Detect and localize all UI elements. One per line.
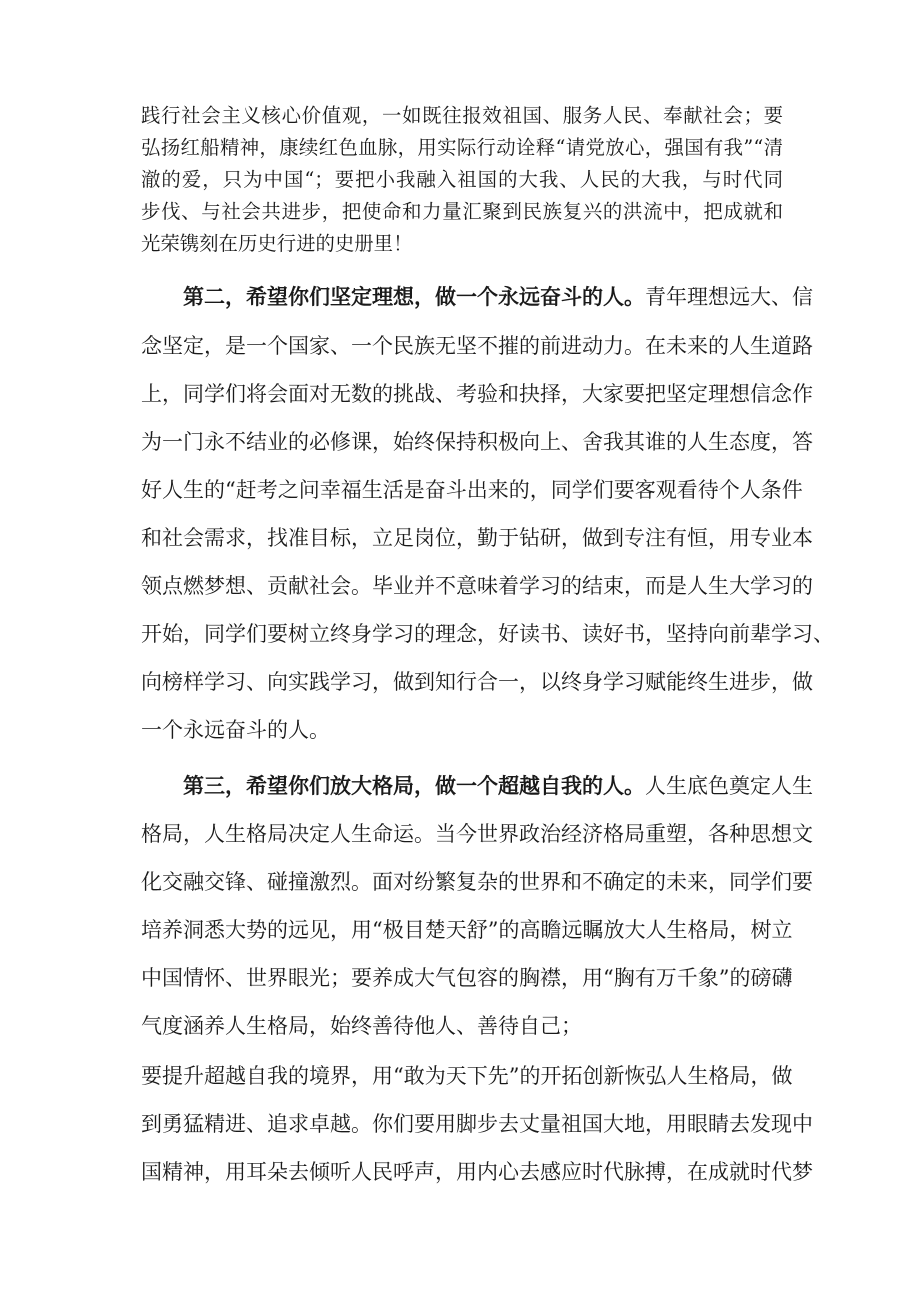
section2-line: 为一门永不结业的必修课，始终保持积极向上、舍我其谁的人生态度，答 [141, 430, 813, 454]
section2-first-line [183, 281, 813, 311]
section2-heading: 第二，希望你们坚定理想，做一个永远奋斗的人。 [183, 284, 645, 309]
section3-first-rest: 人生底色奠定人生 [645, 774, 813, 798]
intro-line-4: 步伐、与社会共进步，把使命和力量汇聚到民族复兴的洪流中，把成就和 [141, 200, 783, 223]
section3-line: 要提升超越自我的境界，用“敢为天下先”的开拓创新恢弘人生格局，做 [141, 1064, 793, 1088]
intro-line-1: 践行社会主义核心价值观，一如既往报效祖国、服务人民、奉献社会；要 [141, 104, 783, 127]
section3-line: 国精神，用耳朵去倾听人民呼声，用内心去感应时代脉搏，在成就时代梦 [141, 1160, 813, 1184]
section2-first-rest: 青年理想远大、信 [645, 285, 813, 309]
section3-line: 到勇猛精进、追求卓越。你们要用脚步去丈量祖国大地，用眼睛去发现中 [141, 1112, 813, 1136]
intro-line-3: 澈的爱，只为中国“；要把小我融入祖国的大我、人民的大我，与时代同 [141, 168, 783, 191]
section3-line: 气度涵养人生格局，始终善待他人、善待自己； [141, 1014, 582, 1038]
section2-line: 开始，同学们要树立终身学习的理念，好读书、读好书，坚持向前辈学习、 [141, 622, 834, 646]
section2-line: 上，同学们将会面对无数的挑战、考验和抉择，大家要把坚定理想信念作 [141, 382, 813, 406]
section3-line: 培养洞悉大势的远见，用“极目楚天舒”的高瞻远瞩放大人生格局，树立 [141, 918, 793, 942]
section3-line: 化交融交锋、碰撞激烈。面对纷繁复杂的世界和不确定的未来，同学们要 [141, 870, 813, 894]
section3-first-line [183, 770, 813, 800]
section2-line: 向榜样学习、向实践学习，做到知行合一，以终身学习赋能终生进步，做 [141, 670, 813, 694]
section2-line: 好人生的“赶考之问幸福生活是奋斗出来的，同学们要客观看待个人条件 [141, 478, 803, 502]
section2-line: 和社会需求，找准目标，立足岗位，勤于钻研，做到专注有恒，用专业本 [141, 526, 813, 550]
section3-line: 格局，人生格局决定人生命运。当今世界政治经济格局重塑，各种思想文 [141, 822, 813, 846]
section2-line: 领点燃梦想、贡献社会。毕业并不意味着学习的结束，而是人生大学习的 [141, 574, 813, 598]
intro-line-2: 弘扬红船精神，康续红色血脉，用实际行动诠释“请党放心，强国有我”“清 [141, 136, 783, 159]
intro-line-5: 光荣镌刻在历史行进的史册里！ [141, 232, 413, 255]
section3-line: 中国情怀、世界眼光；要养成大气包容的胸襟，用“胸有万千象”的磅礴 [141, 966, 793, 990]
section3-heading: 第三，希望你们放大格局，做一个超越自我的人。 [183, 773, 645, 798]
section2-line: 一个永远奋斗的人。 [141, 718, 330, 742]
section2-line: 念坚定，是一个国家、一个民族无坚不摧的前进动力。在未来的人生道路 [141, 334, 813, 358]
